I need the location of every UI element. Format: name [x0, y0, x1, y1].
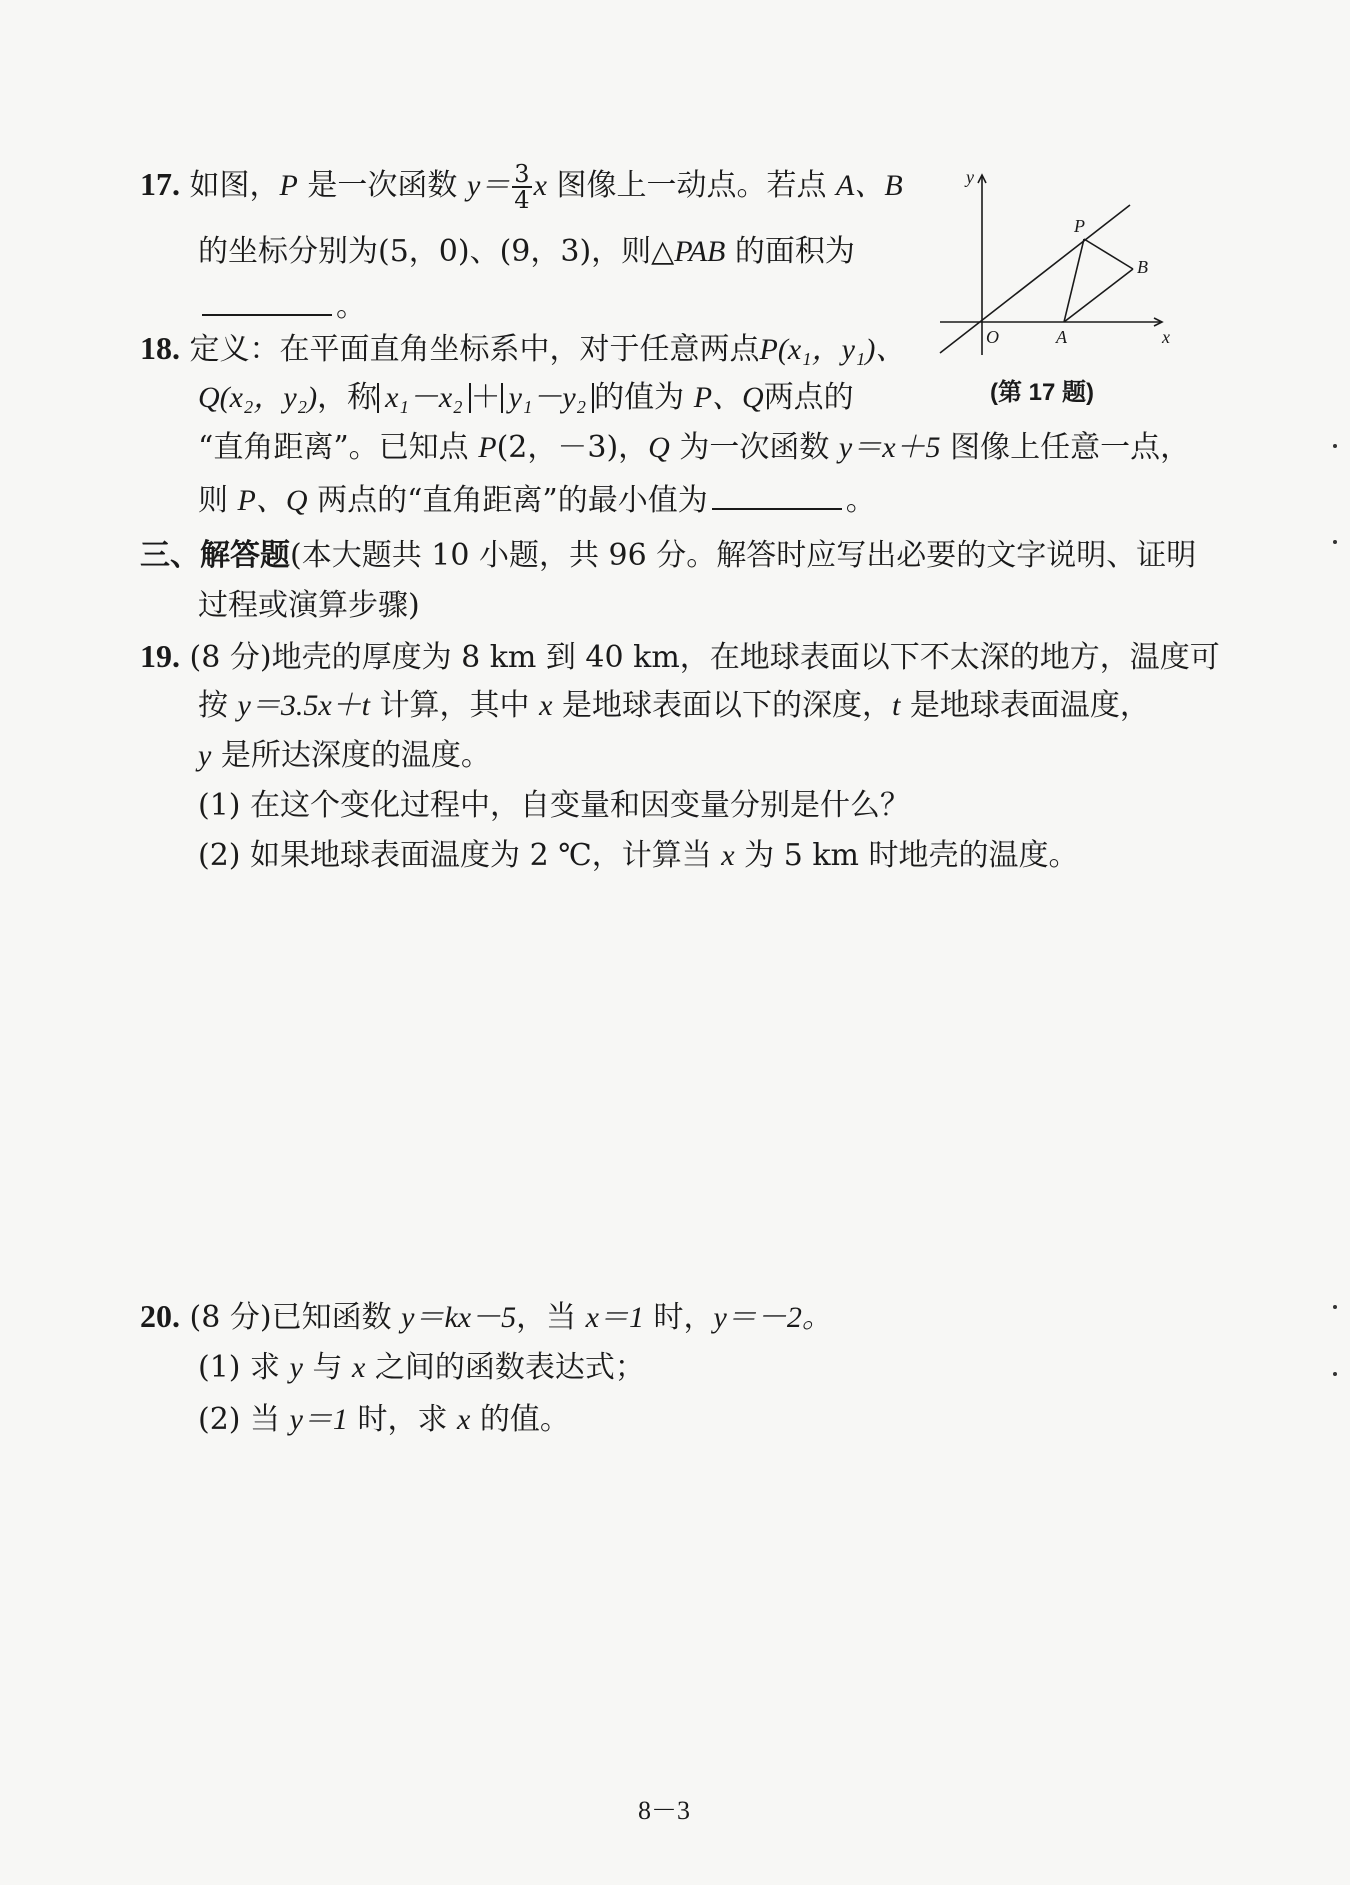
- q18-text: 为一次函数: [679, 430, 830, 465]
- math-var: x: [352, 1351, 366, 1384]
- math-var: x: [457, 1403, 471, 1436]
- q18-text: 则: [198, 483, 228, 518]
- q18-line4: [198, 478, 876, 521]
- q19-sub1: [198, 786, 910, 826]
- q18-text: “直角距离”。已知点: [198, 430, 469, 465]
- fraction-numerator: 3: [514, 160, 530, 188]
- math-expr: y＝: [466, 169, 511, 202]
- math-var: P: [478, 431, 497, 464]
- label-P: P: [1074, 216, 1085, 236]
- page-number: 8－3: [638, 1796, 691, 1825]
- math-var: y: [198, 739, 212, 772]
- q20-sub2: [198, 1400, 570, 1440]
- label-A: A: [1056, 327, 1067, 347]
- q19-text: 是所达深度的温度。: [220, 738, 491, 773]
- q19-subquestion: 为 5 km 时地壳的温度。: [744, 838, 1079, 873]
- q18-text: 两点的: [763, 380, 854, 415]
- math-expr: x＝1: [585, 1301, 644, 1334]
- q20-subquestion: (1) 求: [198, 1350, 281, 1385]
- math-expr: y＝1: [289, 1403, 348, 1436]
- q19-text: 按: [198, 688, 228, 723]
- function-line: [940, 205, 1130, 353]
- section-desc: 过程或演算步骤): [198, 588, 420, 623]
- q20-number: 20.: [140, 1298, 180, 1334]
- q20-sub1: [198, 1348, 645, 1388]
- q18-line2: [198, 378, 854, 418]
- q19-subquestion: (2) 如果地球表面温度为 2 ℃，计算当: [198, 838, 712, 873]
- fraction-denominator: 4: [514, 186, 530, 214]
- fraction-3-4: [512, 162, 531, 212]
- q20-subquestion: 与: [312, 1350, 343, 1385]
- math-var: t: [891, 689, 901, 722]
- abs-value: [377, 383, 471, 413]
- q20-subquestion: 时，求: [357, 1402, 448, 1437]
- q18-text: 定义：在平面直角坐标系中，对于任意两点: [189, 332, 760, 367]
- section3-header-2: [198, 586, 420, 626]
- section-desc: (本大题共 10 小题，共 96 分。解答时应写出必要的文字说明、证明: [290, 538, 1197, 573]
- math-var: A、B: [836, 169, 903, 202]
- q20-subquestion: 之间的函数表达式；: [374, 1350, 645, 1385]
- q18-line3: [198, 428, 1190, 468]
- q20-line1: [140, 1296, 832, 1338]
- q19-line2: [198, 686, 1150, 726]
- q17-text: 的面积为: [734, 234, 855, 269]
- q18-text: 的值为: [594, 380, 685, 415]
- answer-blank[interactable]: [712, 478, 842, 510]
- q19-subquestion: (1) 在这个变化过程中，自变量和因变量分别是什么？: [198, 788, 911, 823]
- math-expr: y＝x＋5: [838, 431, 941, 464]
- q17-text: 。: [336, 289, 366, 324]
- math-var: Q: [648, 431, 670, 464]
- q19-number: 19.: [140, 638, 180, 674]
- q20-text: 时，: [653, 1300, 714, 1335]
- math-expr: Q(x₂，y₂): [198, 381, 318, 414]
- abs-value: [501, 383, 595, 413]
- segment-PB: [1084, 239, 1133, 269]
- q20-text: (8 分)已知函数: [189, 1300, 392, 1335]
- q19-text: (8 分)地壳的厚度为 8 km 到 40 km，在地球表面以下不太深的地方，温度可: [189, 640, 1220, 675]
- math-var: P: [279, 169, 298, 202]
- label-y: y: [966, 167, 974, 187]
- figure-caption: (第 17 题): [990, 379, 1095, 406]
- section3-header: [140, 536, 1196, 576]
- q19-sub2: [198, 836, 1079, 876]
- scan-speck: [1333, 1372, 1337, 1376]
- label-x: x: [1162, 327, 1170, 347]
- q17-text: 图像上一动点。若点: [556, 168, 827, 203]
- scan-speck: [1333, 540, 1337, 544]
- q18-line1: [140, 328, 905, 370]
- math-expr: x₁－x₂: [385, 381, 463, 414]
- scan-speck: [1333, 1305, 1337, 1309]
- math-var: y: [289, 1351, 303, 1384]
- math-var: PAB: [674, 235, 726, 268]
- label-B: B: [1137, 257, 1148, 277]
- math-op: ＋: [470, 380, 501, 415]
- label-O: O: [986, 327, 999, 347]
- math-var: x: [721, 839, 735, 872]
- answer-blank[interactable]: [202, 284, 332, 316]
- math-expr: y＝3.5x＋t: [237, 689, 371, 722]
- q17-line2: [198, 232, 855, 272]
- math-expr: P(x₁，y₁)、: [759, 333, 906, 366]
- q17-text: 是一次函数: [307, 168, 458, 203]
- q19-text: 计算，其中: [379, 688, 530, 723]
- q17-text: 如图，: [189, 168, 280, 203]
- q20-subquestion: 的值。: [479, 1402, 570, 1437]
- q20-subquestion: (2) 当: [198, 1402, 281, 1437]
- section-title: 三、解答题: [140, 538, 290, 573]
- q19-line3: [198, 736, 491, 776]
- math-var: x: [539, 689, 553, 722]
- q18-text: 两点的“直角距离”的最小值为: [317, 483, 708, 518]
- math-var: x: [533, 169, 547, 202]
- math-expr: y＝kx－5: [401, 1301, 517, 1334]
- math-expr: y＝－2。: [713, 1301, 832, 1334]
- q18-text: 图像上任意一点，: [950, 430, 1191, 465]
- math-expr: y₁－y₂: [508, 381, 587, 414]
- math-var: P、Q: [237, 484, 308, 517]
- q17-number: 17.: [140, 166, 180, 202]
- q18-text: (2，－3)，: [496, 430, 649, 465]
- scan-speck: [1333, 444, 1337, 448]
- q17-line1: [140, 162, 903, 212]
- q18-number: 18.: [140, 330, 180, 366]
- q19-line1: [140, 636, 1220, 678]
- math-var: P、Q: [693, 381, 764, 414]
- coordinate-figure: [930, 165, 1180, 365]
- q19-text: 是地球表面温度，: [909, 688, 1150, 723]
- q19-text: 是地球表面以下的深度，: [561, 688, 892, 723]
- q17-line3: [198, 284, 366, 327]
- q20-text: ，当: [516, 1300, 577, 1335]
- q17-text: 的坐标分别为(5，0)、(9，3)，则△: [198, 234, 675, 269]
- q18-text: 。: [845, 483, 876, 518]
- q18-text: ，称: [317, 380, 378, 415]
